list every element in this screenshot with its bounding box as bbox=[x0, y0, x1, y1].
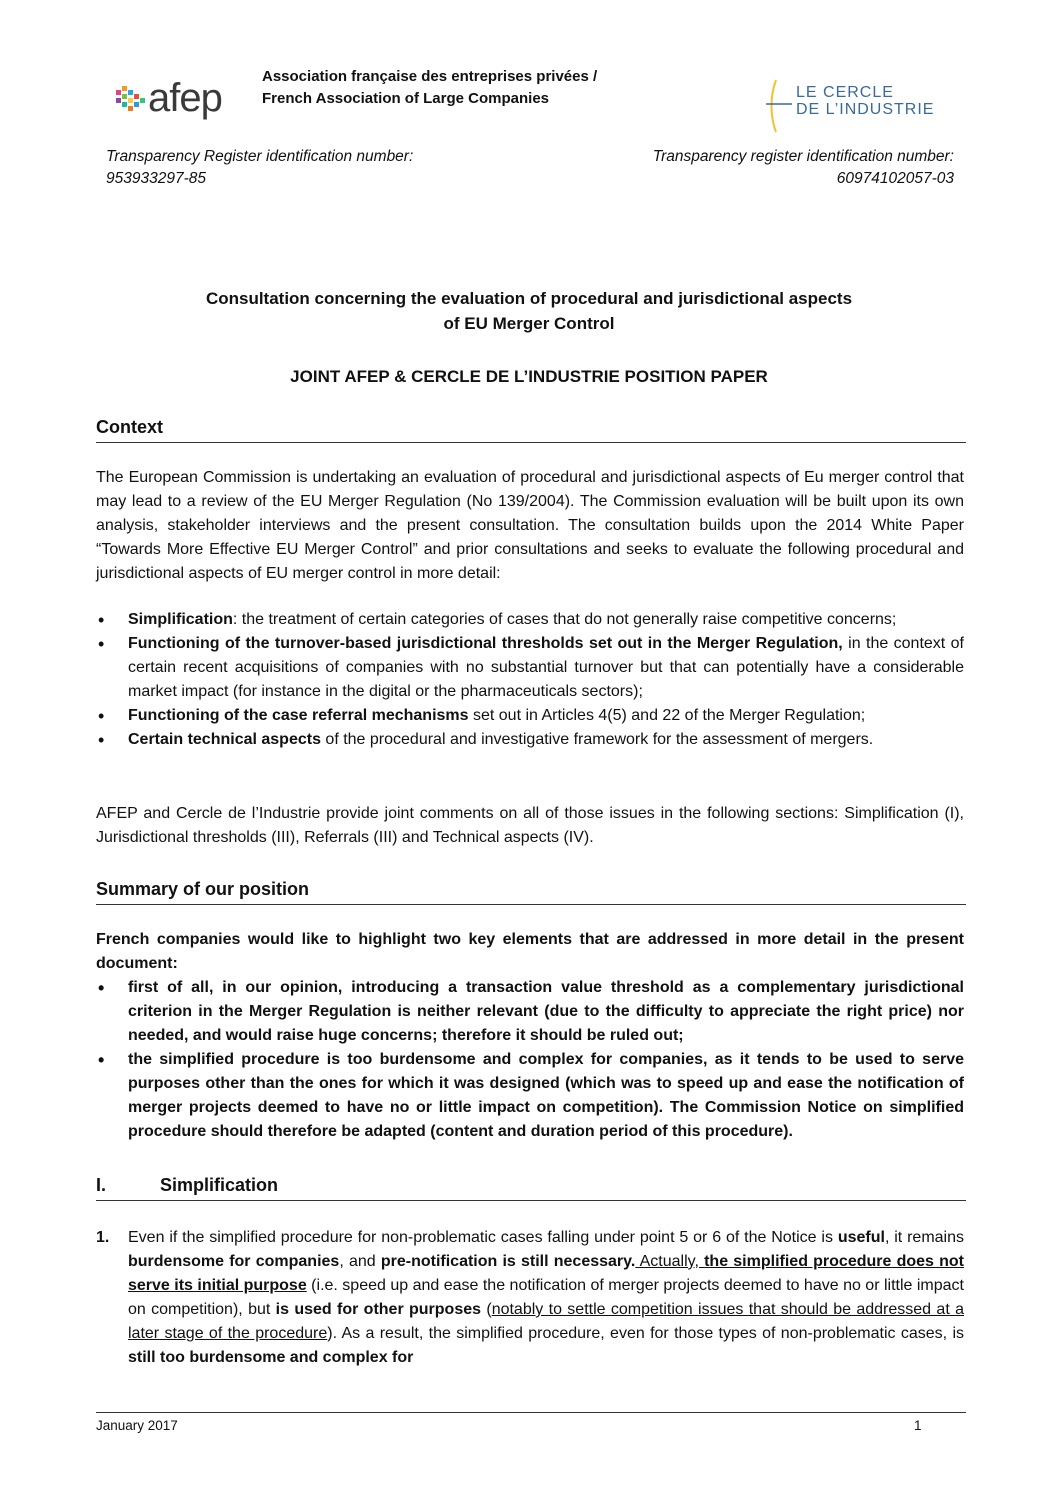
summary-block bbox=[96, 928, 964, 1144]
afep-register-label: Transparency Register identification number: bbox=[106, 148, 414, 165]
context-paragraph: The European Commission is undertaking an evaluation of procedural and jurisdictional aspects of Eu merger control that may lead to a review of the EU Merger Regulation (No 139/2004). The Commission evaluation will be built upon its own analysis, stakeholder interviews and the present consultation. The consultation builds upon the 2014 White Paper “Towards More Effective EU Merger Control” and prior consultations and seeks to evaluate the following procedural and jurisdictional aspects of EU merger control in more detail: bbox=[96, 469, 964, 582]
cercle-logo-line2: DE L’INDUSTRIE bbox=[796, 101, 935, 118]
afep-logo-mosaic bbox=[116, 86, 148, 116]
summary-intro: French companies would like to highlight two key elements that are addressed in more detail in the present document: bbox=[96, 931, 964, 972]
document-title bbox=[0, 286, 1058, 336]
context-bullet-list bbox=[96, 608, 964, 752]
list-item: • Functioning of the case referral mechanisms set out in Articles 4(5) and 22 of the Merger Regulation; bbox=[96, 704, 964, 728]
context-heading: Context bbox=[96, 414, 966, 443]
list-item: • Certain technical aspects of the procedural and investigative framework for the assessment of mergers. bbox=[96, 728, 964, 752]
section-1-title: Simplification bbox=[160, 1175, 279, 1195]
cercle-register-label: Transparency register identification number: bbox=[652, 148, 954, 165]
afep-register-block bbox=[106, 146, 413, 190]
footer-divider bbox=[96, 1412, 966, 1413]
afep-logo bbox=[116, 76, 234, 124]
context-closing-paragraph: AFEP and Cercle de l’Industrie provide joint comments on all of those issues in the following sections: Simplification (I), Jurisdictional thresholds (III), Referrals (III) and Technical aspects (IV). bbox=[96, 805, 964, 846]
afep-logo-text: afep bbox=[148, 76, 222, 120]
cercle-logo-line1: LE CERCLE bbox=[796, 84, 894, 101]
footer-date: January 2017 bbox=[96, 1418, 178, 1433]
cercle-register-number: 60974102057-03 bbox=[836, 170, 954, 187]
numbered-item: 1. Even if the simplified procedure for non-problematic cases falling under point 5 or 6 of the Notice is useful, it remains burdensome for companies, and pre-notification is still necessary. Actually, the simplified procedure does not serve its initial purpose (i.e. speed up and ease the notification of merger projects deemed to have no or little impact on competition), but is used for other purposes (notably to settle competition issues that should be addressed at a later stage of the procedure). As a result, the simplified procedure, even for those types of non-problematic cases, is still too burdensome and complex for bbox=[96, 1226, 964, 1370]
section-1-number: I. bbox=[96, 1175, 107, 1195]
section-1-heading bbox=[96, 1172, 966, 1201]
cercle-register-block bbox=[653, 146, 954, 190]
list-item: • the simplified procedure is too burdensome and complex for companies, as it tends to be used to serve purposes other than the ones for which it was designed (which was to speed up and ease the notification of merger projects deemed to have no or little impact on competition). The Commission Notice on simplified procedure should therefore be adapted (content and duration period of this procedure). bbox=[96, 1048, 964, 1144]
summary-heading: Summary of our position bbox=[96, 876, 966, 905]
list-item: • Simplification: the treatment of certain categories of cases that do not generally raise competitive concerns; bbox=[96, 608, 964, 632]
document-title-line2: of EU Merger Control bbox=[443, 314, 615, 333]
afep-register-number: 953933297-85 bbox=[106, 170, 206, 187]
list-item: • Functioning of the turnover-based jurisdictional thresholds set out in the Merger Regulation, in the context of certain recent acquisitions of companies with no substantial turnover but that can potentially have a considerable market impact (for instance in the digital or the pharmaceuticals sectors); bbox=[96, 632, 964, 704]
item-number: 1. bbox=[96, 1229, 110, 1246]
document-title-line1: Consultation concerning the evaluation of procedural and jurisdictional aspects bbox=[205, 289, 853, 308]
document-subtitle: JOINT AFEP & CERCLE DE L’INDUSTRIE POSITION PAPER bbox=[290, 367, 768, 386]
association-name bbox=[262, 66, 597, 110]
cercle-logo-mark bbox=[766, 78, 796, 134]
association-line-en: French Association of Large Companies bbox=[262, 90, 549, 107]
list-item: • first of all, in our opinion, introducing a transaction value threshold as a complementary jurisdictional criterion in the Merger Regulation is neither relevant (due to the difficulty to appreciate the right price) nor needed, and would raise huge concerns; therefore it should be ruled out; bbox=[96, 976, 964, 1048]
footer-page-number: 1 bbox=[914, 1418, 922, 1433]
cercle-industrie-logo bbox=[766, 78, 936, 134]
association-line-fr: Association française des entreprises privées / bbox=[262, 68, 598, 85]
section-1-paragraph bbox=[96, 1226, 964, 1370]
